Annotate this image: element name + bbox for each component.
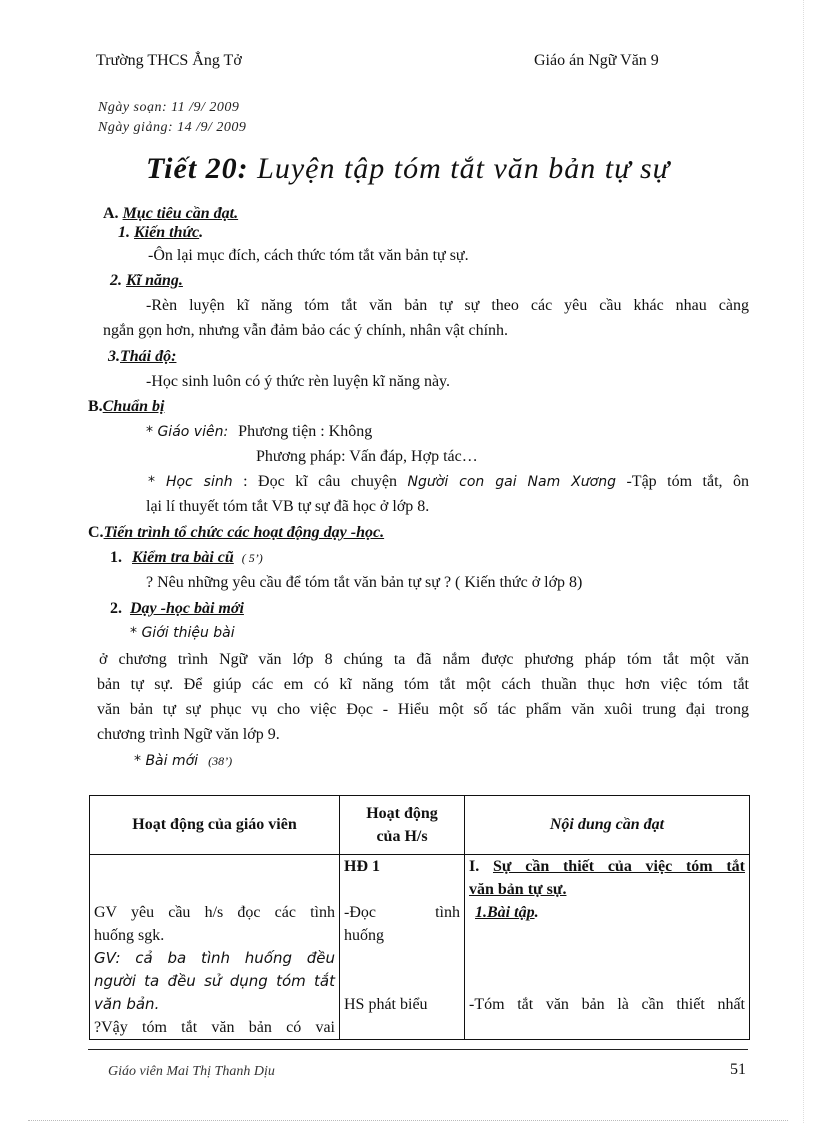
knowledge-heading: [118, 220, 203, 245]
knowledge-number: 1.: [118, 224, 130, 241]
section-a-title: Mục tiêu cần đạt.: [122, 205, 239, 222]
knowledge-label: Kiến thức: [134, 224, 200, 241]
section-c-title: Tiến trình tổ chức các hoạt động dạy -học.: [103, 524, 385, 541]
teacher-activity-line4: người ta đều sử dụng tóm tắt: [94, 972, 335, 990]
review-label: Kiểm tra bài cũ: [132, 549, 234, 566]
teacher-activity-line1: GV yêu cầu h/s đọc các tình: [94, 904, 335, 921]
content-line4: -Tóm tắt văn bản là cần thiết nhất: [469, 996, 745, 1013]
page-number: 51: [730, 1061, 746, 1078]
teacher-activity-line5: văn bản.: [94, 995, 160, 1013]
review-heading: [110, 545, 263, 571]
student-activity-line4: HS phát biểu: [344, 996, 428, 1013]
skills-heading: [110, 268, 183, 293]
new-lesson-sub-label: * Bài mới: [134, 753, 199, 769]
student-label: * Học sinh: [148, 474, 233, 490]
content-cell: [465, 855, 750, 1040]
col-student-header: [340, 796, 465, 855]
review-number: 1.: [110, 549, 122, 566]
exercise-label: 1.Bài tập: [475, 904, 535, 921]
col-teacher-header: Hoạt động của giáo viên: [90, 796, 340, 855]
date-taught: Ngày giảng: 14 /9/ 2009: [98, 120, 247, 135]
student-activity-line3: huống: [344, 927, 384, 944]
new-lesson-sub: [134, 748, 232, 774]
student-activity-line2: -Đọc tình: [344, 904, 460, 921]
teacher-activity-line6: ?Vậy tóm tắt văn bản có vai: [94, 1019, 335, 1036]
header-school: Trường THCS Ẳng Tở: [96, 52, 242, 69]
content-section-title: Sự cần thiết của việc tóm tắt: [492, 858, 746, 875]
teacher-label: * Giáo viên:: [146, 424, 229, 440]
student-task-more: -Tập tóm tắt, ôn: [626, 473, 750, 490]
intro-line1: ở chương trình Ngữ văn lớp 8 chúng ta đã nắm được phương pháp tóm tắt một văn: [99, 651, 749, 668]
story-title: Người con gai Nam Xương: [407, 474, 616, 490]
student-prep-line2: lại lí thuyết tóm tắt VB tự sự đã học ở lớp 8.: [146, 498, 430, 515]
skills-text-line1: -Rèn luyện kĩ năng tóm tắt văn bản tự sự theo các yêu cầu khác nhau càng: [146, 297, 749, 314]
intro-line3: văn bản tự sự phục vụ cho việc Đọc - Hiểu một số tác phẩm văn xuôi trung đại trong: [97, 701, 749, 718]
skills-number: 2.: [110, 272, 122, 289]
teacher-means: Phương tiện : Không: [238, 423, 373, 440]
content-line2: văn bản tự sự.: [469, 881, 567, 898]
new-lesson-number: 2.: [110, 600, 122, 617]
new-lesson-label: Dạy -học bài mới: [130, 600, 244, 617]
page-right-border: [803, 0, 804, 1123]
date-prepared: Ngày soạn: 11 /9/ 2009: [98, 100, 240, 115]
teacher-prep-line1: [146, 419, 372, 445]
content-section-number: I.: [469, 858, 480, 875]
footer-teacher: Giáo viên Mai Thị Thanh Dịu: [108, 1064, 275, 1079]
skills-text-line2: ngắn gọn hơn, nhưng vẫn đảm bảo các ý chính, nhân vật chính.: [103, 322, 509, 339]
header-subject: Giáo án Ngữ Văn 9: [534, 52, 659, 69]
teacher-activity-line3: GV: cả ba tình huống đều: [94, 949, 335, 967]
table-header-row: [90, 796, 750, 855]
student-activity-line1: HĐ 1: [344, 858, 380, 875]
attitude-text: -Học sinh luôn có ý thức rèn luyện kĩ năng này.: [146, 373, 451, 390]
knowledge-dot: .: [199, 224, 204, 241]
skills-label: Kĩ năng.: [126, 272, 183, 289]
review-question: ? Nêu những yêu cầu để tóm tắt văn bản tự sự ? ( Kiến thức ở lớp 8): [146, 574, 583, 591]
section-b-title: Chuẩn bị: [102, 398, 165, 415]
review-time: ( 5’): [241, 551, 263, 565]
knowledge-text: -Ôn lại mục đích, cách thức tóm tắt văn bản tự sự.: [148, 247, 469, 264]
intro-label: * Giới thiệu bài: [130, 625, 235, 641]
student-task: : Đọc kĩ câu chuyện: [243, 473, 398, 490]
intro-line4: chương trình Ngữ văn lớp 9.: [97, 726, 280, 743]
lesson-number: Tiết 20:: [145, 152, 249, 185]
teacher-activity-cell: [90, 855, 340, 1040]
section-b-prefix: B.: [88, 398, 103, 415]
student-activity-cell: [340, 855, 465, 1040]
intro-line2: bản tự sự. Để giúp các em có kĩ năng tóm tắt một cách thuần thục hơn việc tóm tắt: [97, 676, 749, 693]
attitude-number: 3.: [108, 348, 120, 365]
teacher-activity-line2: huống sgk.: [94, 927, 165, 944]
col-student-header-line2: của H/s: [376, 828, 428, 845]
page-bottom-border: [28, 1120, 788, 1121]
new-lesson-time: (38’): [208, 754, 233, 768]
student-prep-line1: [148, 469, 749, 495]
new-lesson-heading: [110, 596, 244, 621]
content-line1: [469, 855, 745, 878]
lesson-title: [0, 150, 816, 188]
exercise-dot: .: [534, 904, 539, 921]
section-a-prefix: A.: [103, 205, 119, 222]
attitude-heading: [108, 344, 176, 369]
table-row: [90, 855, 750, 1040]
section-b-heading: [88, 394, 164, 419]
lesson-name: Luyện tập tóm tắt văn bản tự sự: [257, 152, 671, 185]
section-c-heading: [88, 520, 384, 545]
col-content-header: Nội dung cần đạt: [465, 796, 750, 855]
col-student-header-line1: Hoạt động: [366, 805, 438, 822]
footer-rule: [88, 1049, 748, 1050]
lesson-plan-table: [89, 795, 750, 1040]
section-c-prefix: C.: [88, 524, 104, 541]
content-line3: [469, 901, 745, 924]
attitude-label: Thái độ:: [120, 348, 177, 365]
teacher-method: Phương pháp: Vấn đáp, Hợp tác…: [256, 448, 478, 465]
